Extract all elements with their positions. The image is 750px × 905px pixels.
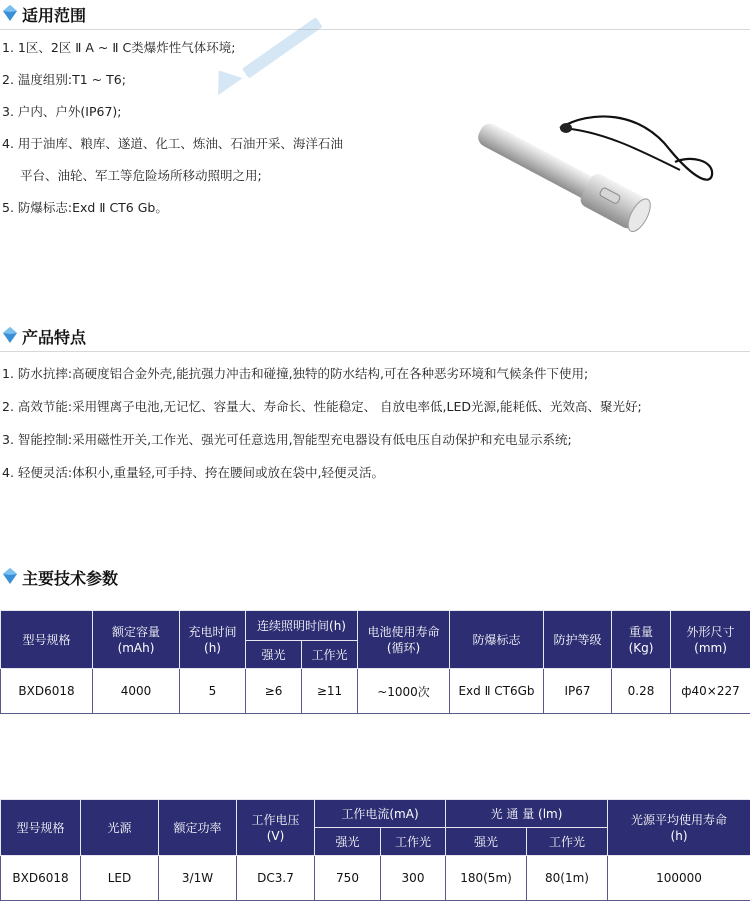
diamond-icon (3, 568, 17, 584)
header-label: 光源平均使用寿命 (631, 812, 728, 827)
col-header-voltage (237, 800, 315, 856)
cell-exmark: Exd Ⅱ CT6Gb (450, 669, 544, 714)
cell-flux-work: 80(1m) (527, 856, 608, 901)
header-label: 充电时间 (188, 624, 237, 639)
section-title: 产品特点 (22, 328, 87, 347)
section-title: 适用范围 (22, 6, 87, 25)
cell-ip: IP67 (544, 669, 612, 714)
list-item: 4. 用于油库、粮库、遂道、化工、炼油、石油开采、海洋石油 (2, 136, 343, 151)
col-header-model: 型号规格 (1, 800, 81, 856)
header-label: 重量 (629, 624, 654, 639)
divider (0, 29, 750, 30)
features-list (2, 357, 642, 489)
section-header-specs (0, 563, 750, 593)
col-header-work: 工作光 (302, 641, 358, 669)
section-header-scope (0, 0, 750, 30)
col-header-life (358, 611, 450, 669)
cell-lifespan: 100000 (608, 856, 750, 901)
list-item: 3. 智能控制:采用磁性开关,工作光、强光可任意选用,智能型充电器设有低电压自动保护和充电显示系统; (2, 432, 572, 447)
list-item: 5. 防爆标志:Exd Ⅱ CT6 Gb。 (2, 200, 168, 215)
col-header-current-work: 工作光 (381, 828, 446, 856)
header-label: 电池使用寿命 (367, 624, 440, 639)
list-item: 2. 高效节能:采用锂离子电池,无记忆、容量大、寿命长、性能稳定、 自放电率低,LED光源,能耗低、光效高、聚光好; (2, 399, 642, 414)
cell-current-strong: 750 (315, 856, 381, 901)
col-header-flux-work: 工作光 (527, 828, 608, 856)
cell-charge: 5 (180, 669, 246, 714)
section-header-features (0, 322, 750, 352)
header-unit: (mAh) (117, 640, 155, 655)
header-unit: (V) (266, 828, 285, 843)
cell-power: 3/1W (159, 856, 237, 901)
header-unit: (Kg) (628, 640, 654, 655)
list-item: 平台、油轮、军工等危险场所移动照明之用; (20, 168, 262, 183)
col-header-lifespan (608, 800, 750, 856)
list-item: 3. 户内、户外(IP67); (2, 104, 122, 119)
cell-weight: 0.28 (612, 669, 671, 714)
cell-strong: ≥6 (246, 669, 302, 714)
col-header-size (671, 611, 750, 669)
col-header-power: 额定功率 (159, 800, 237, 856)
col-header-charge (180, 611, 246, 669)
col-header-current: 工作电流(mA) (315, 800, 446, 828)
list-item: 1. 1区、2区 Ⅱ A ~ Ⅱ C类爆炸性气体环境; (2, 40, 236, 55)
header-unit: (循环) (386, 640, 421, 655)
header-label: 工作电压 (251, 812, 300, 827)
col-header-capacity (93, 611, 180, 669)
cell-source: LED (81, 856, 159, 901)
col-header-ip: 防护等级 (544, 611, 612, 669)
flashlight-image (440, 90, 730, 250)
spec-table-2 (0, 799, 750, 901)
col-header-weight (612, 611, 671, 669)
header-unit: (h) (670, 828, 688, 843)
header-label: 额定容量 (111, 624, 160, 639)
col-header-source: 光源 (81, 800, 159, 856)
list-item: 4. 轻便灵活:体积小,重量轻,可手持、挎在腰间或放在袋中,轻便灵活。 (2, 465, 385, 480)
header-unit: (h) (204, 640, 221, 655)
col-header-exmark: 防爆标志 (450, 611, 544, 669)
col-header-flux-strong: 强光 (446, 828, 527, 856)
cell-model: BXD6018 (1, 669, 93, 714)
list-item: 1. 防水抗摔:高硬度铝合金外壳,能抗强力冲击和碰撞,独特的防水结构,可在各种恶劣环境和气候条件下使用; (2, 366, 589, 381)
divider (0, 351, 750, 352)
diamond-icon (3, 327, 17, 343)
col-header-current-strong: 强光 (315, 828, 381, 856)
col-header-model: 型号规格 (1, 611, 93, 669)
list-item: 2. 温度组别:T1 ~ T6; (2, 72, 126, 87)
cell-model: BXD6018 (1, 856, 81, 901)
spec-table-1 (0, 610, 750, 714)
diamond-icon (3, 5, 17, 21)
cell-work: ≥11 (302, 669, 358, 714)
col-header-runtime: 连续照明时间(h) (246, 611, 358, 641)
cell-voltage: DC3.7 (237, 856, 315, 901)
cell-life: ~1000次 (358, 669, 450, 714)
header-label: 外形尺寸 (686, 624, 735, 639)
watermark-logo (195, 0, 345, 130)
table-row (1, 856, 750, 901)
section-title: 主要技术参数 (22, 569, 119, 588)
col-header-flux: 光 通 量 (lm) (446, 800, 608, 828)
cell-size: ф40×227 (671, 669, 750, 714)
cell-flux-strong: 180(5m) (446, 856, 527, 901)
cell-capacity: 4000 (93, 669, 180, 714)
col-header-strong: 强光 (246, 641, 302, 669)
cell-current-work: 300 (381, 856, 446, 901)
table-row (1, 669, 750, 714)
header-unit: (mm) (694, 640, 727, 655)
